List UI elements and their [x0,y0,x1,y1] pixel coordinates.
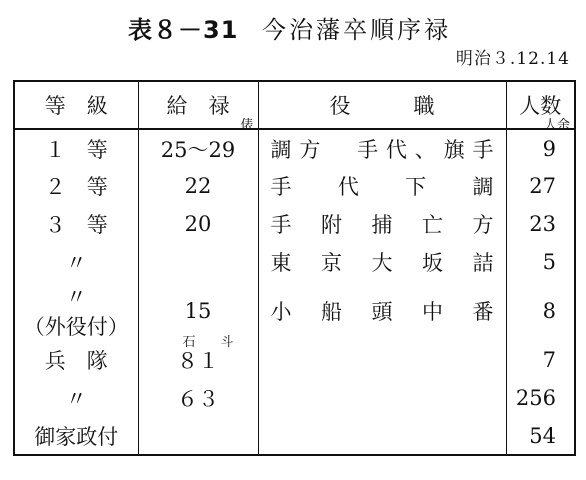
role-cell: 小船頭中番 [258,281,506,341]
grade-cell: 御家政付 [14,417,138,455]
header-count: 人数 [506,81,575,129]
table-caption: 今治藩卒順序禄 [262,16,451,44]
stipend-cell: 15 [138,281,258,341]
unit-koku-label: 石 [182,335,196,350]
table-row [14,341,575,379]
role-cell [258,341,506,379]
table-row [14,129,575,167]
count-cell: 5 [506,243,575,281]
grade-cell: 〃 （外役付） [14,281,138,341]
count-cell: 人余 9 [506,129,575,167]
role-cell: 手附捕亡方 [258,205,506,243]
role-cell: 調方 手代、旗手 [258,129,506,167]
count-cell: 7 [506,341,575,379]
grade-cell: 〃 [14,243,138,281]
table-number: 表８－31 [128,16,239,44]
role-cell [258,417,506,455]
role-cell: 手代下調 [258,167,506,205]
grade-cell: １ 等 [14,129,138,167]
stipend-cell [138,417,258,455]
unit-hyo-label: 俵 [240,118,254,133]
stipend-cell: ６３ [138,379,258,417]
role-cell [258,379,506,417]
role-cell: 東京大坂詰 [258,243,506,281]
count-cell: 54 [506,417,575,455]
table-row [14,167,575,205]
stipend-cell [138,243,258,281]
table-title [0,8,586,42]
unit-to-label: 斗 [220,335,234,350]
grade-cell: ２ 等 [14,167,138,205]
unit-nin-label: 人余 [543,118,570,133]
count-cell: 256 [506,379,575,417]
stipend-cell: 石 斗 ８１ [138,341,258,379]
table-row [14,417,575,455]
stipend-table [13,80,576,456]
header-stipend: 給 禄 [138,81,258,129]
stipend-cell: 20 [138,205,258,243]
count-cell: 23 [506,205,575,243]
count-cell: 27 [506,167,575,205]
table-row [14,281,575,341]
stipend-cell: 22 [138,167,258,205]
grade-note: （外役付） [23,315,129,339]
table-row [14,243,575,281]
document-date: 明治３.12.14 [455,49,570,69]
header-row [14,81,575,129]
grade-cell: 兵 隊 [14,341,138,379]
header-grade: 等 級 [14,81,138,129]
grade-cell: ３ 等 [14,205,138,243]
table-row [14,205,575,243]
stipend-cell: 俵 25～29 [138,129,258,167]
count-cell: 8 [506,281,575,341]
header-role: 役 職 [258,81,506,129]
table-row [14,379,575,417]
grade-cell: 〃 [14,379,138,417]
